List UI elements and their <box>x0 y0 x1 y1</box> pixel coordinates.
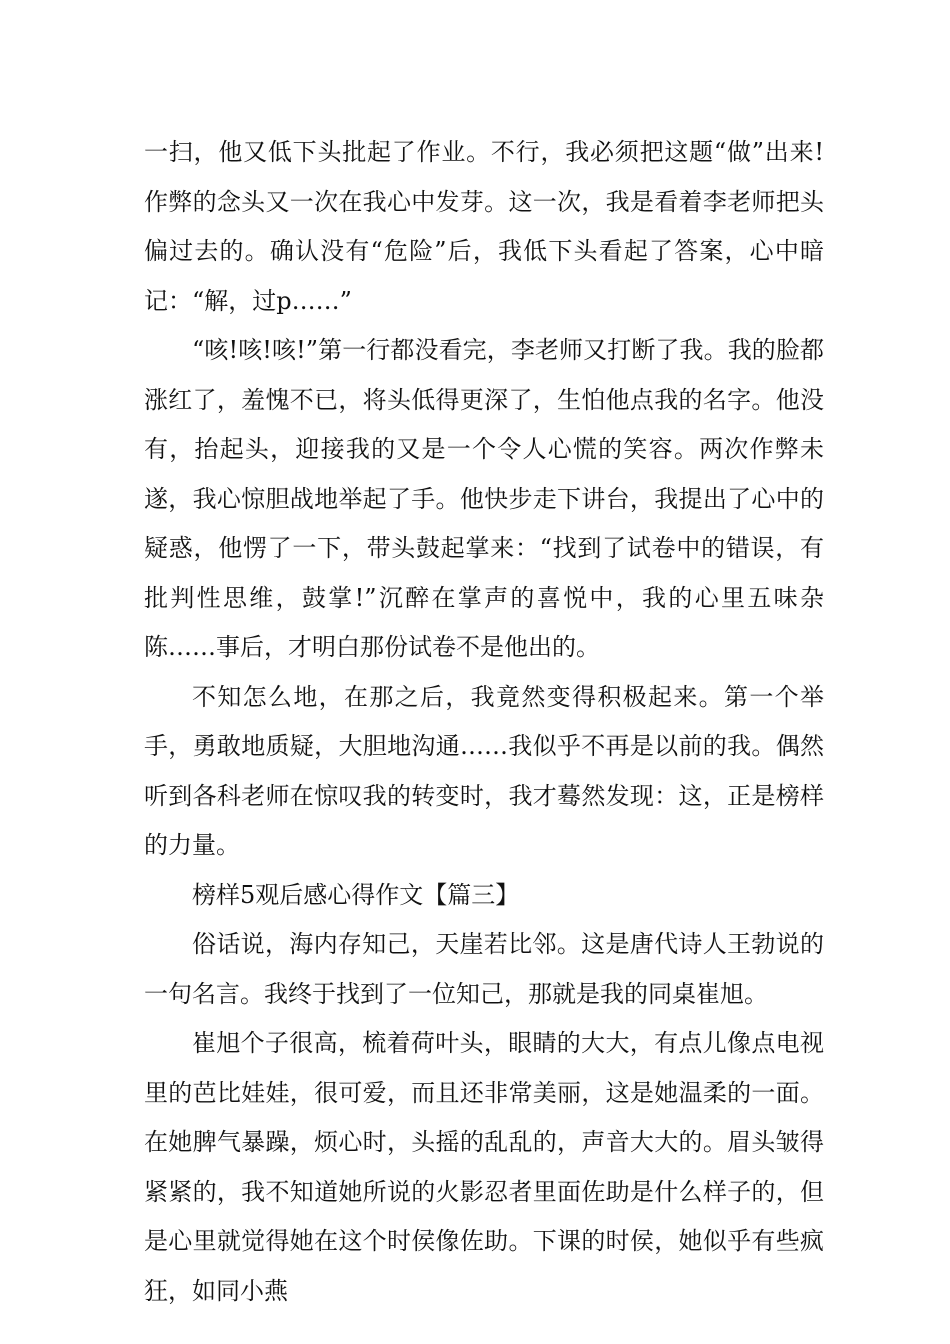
section-heading: 榜样5观后感心得作文【篇三】 <box>192 880 520 909</box>
body-text <box>144 128 824 1316</box>
paragraph-4: 俗话说，海内存知己，天崖若比邻。这是唐代诗人王勃说的一句名言。我终于找到了一位知己，那就是我的同桌崔旭。 <box>144 930 824 1008</box>
paragraph-1: 一扫，他又低下头批起了作业。不行，我必须把这题“做”出来!作弊的念头又一次在我心中发芽。这一次，我是看着李老师把头偏过去的。确认没有“危险”后，我低下头看起了答案，心中暗记：“解，过p……” <box>144 138 824 315</box>
paragraph-2: “咳!咳!咳!”第一行都没看完，李老师又打断了我。我的脸都涨红了，羞愧不已，将头低得更深了，生怕他点我的名字。他没有，抬起头，迎接我的又是一个令人心慌的笑容。两次作弊未遂，我心惊胆战地举起了手。他快步走下讲台，我提出了心中的疑惑，他愣了一下，带头鼓起掌来：“找到了试卷中的错误，有批判性思维，鼓掌!”沉醉在掌声的喜悦中，我的心里五味杂陈……事后，才明白那份试卷不是他出的。 <box>144 336 824 661</box>
paragraph-5: 崔旭个子很高，梳着荷叶头，眼睛的大大，有点儿像点电视里的芭比娃娃，很可爱，而且还非常美丽，这是她温柔的一面。在她脾气暴躁，烦心时，头摇的乱乱的，声音大大的。眉头皱得紧紧的，我不知道她所说的火影忍者里面佐助是什么样子的，但是心里就觉得她在这个时侯像佐助。下课的时侯，她似乎有些疯狂，如同小燕 <box>144 1029 824 1305</box>
paragraph-3: 不知怎么地，在那之后，我竟然变得积极起来。第一个举手，勇敢地质疑，大胆地沟通……我似乎不再是以前的我。偶然听到各科老师在惊叹我的转变时，我才蓦然发现：这，正是榜样的力量。 <box>144 682 824 859</box>
